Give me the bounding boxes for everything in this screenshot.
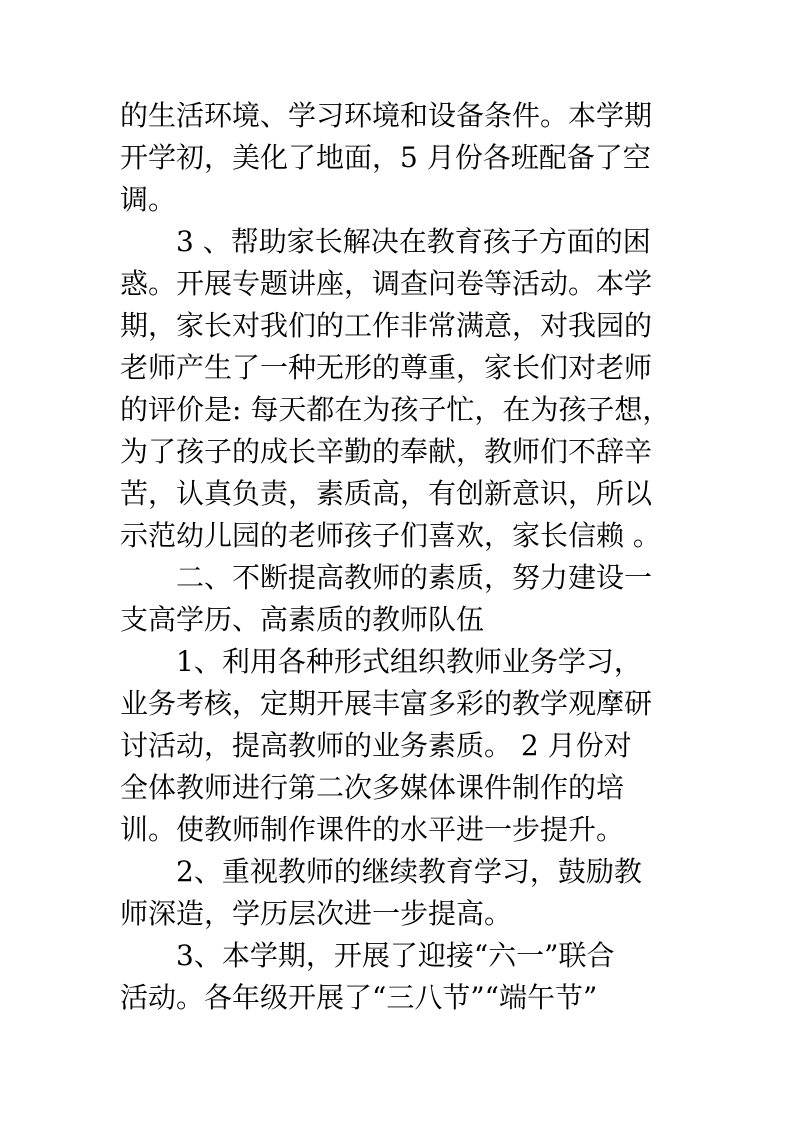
text-line: 老师产生了一种无形的尊重，家长们对老师 [120,351,653,384]
text-line: 苦，认真负责，素质高，有创新意识，所以 [120,477,653,510]
text-line: 的生活环境、学习环境和设备条件。本学期 [120,99,653,132]
text-line: 惑。开展专题讲座，调查问卷等活动。本学 [120,267,653,300]
text-line: 示范幼儿园的老师孩子们喜欢，家长信赖 。 [120,519,661,552]
section-heading-line: 二、不断提高教师的素质，努力建设一 [176,561,653,594]
text-line: 开学初，美化了地面，5 月份各班配备了空 [120,141,651,174]
text-line: 2、重视教师的继续教育学习，鼓励教 [176,855,642,888]
text-line: 活动。各年级开展了“三八节”“端午节” [120,981,598,1014]
text-line: 调。 [120,183,177,216]
text-line: 训。使教师制作课件的水平进一步提升。 [120,813,625,846]
section-heading-line: 支高学历、高素质的教师队伍 [120,603,485,636]
text-line: 全体教师进行第二次多媒体课件制作的培 [120,771,625,804]
text-line: 为了孩子的成长辛勤的奉献，教师们不辞辛 [120,435,653,468]
text-line: 业务考核，定期开展丰富多彩的教学观摩研 [120,687,653,720]
text-line: 师深造，学历层次进一步提高。 [120,897,513,930]
text-line: 1、利用各种形式组织教师业务学习， [176,645,642,678]
text-line: 3、本学期，开展了迎接“六一”联合 [176,939,615,972]
text-line: 期，家长对我们的工作非常满意，对我园的 [120,309,653,342]
body-text [120,95,676,1019]
text-line: 3 、帮助家长解决在教育孩子方面的困 [176,225,651,258]
text-line: 讨活动，提高教师的业务素质。 2 月份对 [120,729,632,762]
text-line: 的评价是: 每天都在为孩子忙，在为孩子想， [120,393,671,426]
